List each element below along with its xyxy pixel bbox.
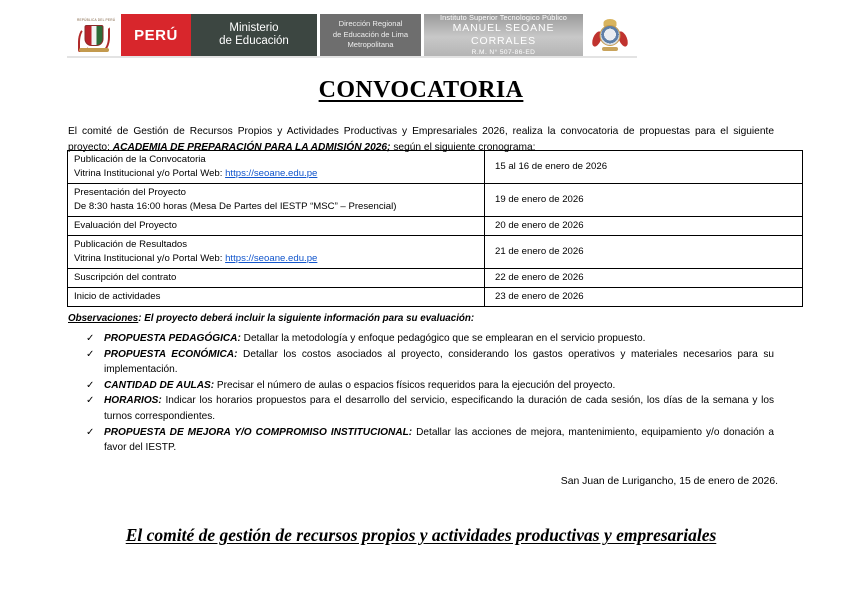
institute-line-3: R.M. N° 507-86-ED: [471, 49, 536, 56]
table-row: [68, 288, 803, 307]
observation-label: PROPUESTA DE MEJORA Y/O COMPROMISO INSTITUCIONAL:: [104, 426, 413, 438]
schedule-table-body: [68, 151, 803, 307]
page-title: CONVOCATORIA: [318, 77, 524, 103]
schedule-table: [67, 150, 803, 307]
observations-label: Observaciones: [68, 313, 139, 324]
check-icon: ✓: [86, 333, 95, 344]
list-item: [68, 347, 774, 378]
table-row: [68, 151, 803, 184]
observation-text: Indicar los horarios propuestos para el desarrollo del servicio, especificando la duración de cada sesión, los días de la semana y los turnos correspondientes.: [104, 395, 774, 422]
intro-text-part-1: El comité de Gestión de Recursos Propios y Actividades Productivas y Empresariales 2026, realiza la convocatoria de propuestas para el siguiente proyecto:: [68, 126, 774, 153]
committee-signature-line: El comité de gestión de recursos propios y actividades productivas y empresariales: [125, 525, 717, 545]
date-cell: 21 de enero de 2026: [485, 236, 803, 269]
observation-label: PROPUESTA PEDAGÓGICA:: [104, 333, 241, 344]
activity-line-2: [74, 167, 478, 181]
observation-label: PROPUESTA ECONÓMICA:: [104, 348, 238, 360]
activity-cell: [68, 217, 485, 236]
activity-line-2: [74, 252, 478, 266]
check-icon: ✓: [86, 379, 95, 391]
observations-list: [68, 331, 774, 456]
institute-emblem-container: [583, 14, 637, 56]
table-row: [68, 269, 803, 288]
date-cell: 20 de enero de 2026: [485, 217, 803, 236]
activity-line-2-prefix: Vitrina Institucional y/o Portal Web:: [74, 253, 226, 264]
list-item: [68, 393, 774, 424]
observations-heading: [68, 313, 474, 324]
regional-education-directorate-block: [317, 14, 421, 56]
institute-name-block: [421, 14, 583, 56]
check-icon: ✓: [86, 426, 95, 438]
intro-project-name: ACADEMIA DE PREPARACIÓN PARA LA ADMISIÓN 2026;: [112, 141, 391, 153]
activity-cell: [68, 236, 485, 269]
table-row: [68, 217, 803, 236]
check-icon: ✓: [86, 348, 95, 360]
activity-cell: [68, 184, 485, 217]
institute-line-2: MANUEL SEOANE CORRALES: [452, 22, 555, 47]
observations-heading-rest: : El proyecto deberá incluir la siguiente información para su evaluación:: [138, 313, 475, 324]
activity-cell: Suscripción del contrato: [68, 269, 485, 288]
ministry-of-education-block: [191, 14, 317, 56]
activity-line-1: Publicación de la Convocatoria: [74, 154, 206, 165]
date-cell: 22 de enero de 2026: [485, 269, 803, 288]
portal-web-link[interactable]: https://seoane.edu.pe: [225, 253, 318, 264]
list-item: [68, 425, 774, 456]
observation-text: Detallar los costos asociados al proyecto, considerando los gastos operativos y materiales necesarios para su implementación.: [104, 348, 774, 376]
peru-brand-label: PERÚ: [121, 14, 191, 56]
activity-cell: [68, 151, 485, 184]
activity-line-1: Presentación del Proyecto: [74, 187, 186, 198]
activity-line-2-prefix: Vitrina Institucional y/o Portal Web:: [74, 168, 226, 179]
dre-line-2: de Educación de Lima: [332, 29, 409, 39]
dre-line-1: Dirección Regional: [338, 19, 403, 29]
ministry-line-1: Ministerio: [229, 21, 279, 34]
emblem-base: [602, 47, 618, 51]
portal-web-link[interactable]: https://seoane.edu.pe: [225, 168, 318, 179]
intro-text-part-2: según el siguiente cronograma:: [390, 141, 536, 153]
peru-coat-of-arms-icon: [77, 18, 116, 52]
table-row: [68, 184, 803, 217]
observation-label: HORARIOS:: [104, 395, 162, 407]
dre-line-3: Metropolitana: [347, 40, 394, 50]
check-icon: ✓: [86, 395, 95, 407]
institute-line-1: Instituto Superior Tecnologico Público: [440, 13, 567, 22]
observation-text: Detallar las acciones de mejora, mantenimiento, equipamiento y/o donación a favor del IESTP.: [104, 426, 774, 454]
ministry-line-2: de Educación: [219, 35, 289, 47]
date-cell: 15 al 16 de enero de 2026: [485, 151, 803, 184]
activity-line-2: De 8:30 hasta 16:00 horas (Mesa De Partes del IESTP “MSC” – Presencial): [74, 201, 397, 212]
coat-of-arms-banner: [79, 48, 109, 52]
peru-coat-of-arms-container: [67, 14, 121, 56]
activity-line-1: Publicación de Resultados: [74, 239, 188, 250]
date-cell: 23 de enero de 2026: [485, 288, 803, 307]
activity-line-1: Evaluación del Proyecto: [74, 220, 177, 231]
coat-of-arms-shield: [85, 25, 104, 46]
list-item: [68, 331, 774, 347]
institute-emblem-icon: [594, 18, 626, 52]
observation-text: Detallar la metodología y enfoque pedagógico que se emplearan en el servicio propuesto.: [240, 333, 646, 344]
institutional-header-bar: [67, 14, 637, 58]
date-cell: 19 de enero de 2026: [485, 184, 803, 217]
activity-cell: Inicio de actividades: [68, 288, 485, 307]
list-item: [68, 378, 774, 394]
observation-text: Precisar el número de aulas o espacios físicos requeridos para la ejecución del proyecto.: [214, 379, 616, 391]
observation-label: CANTIDAD DE AULAS:: [104, 379, 215, 391]
table-row: [68, 236, 803, 269]
coat-of-arms-motto: REPÚBLICA DEL PERÚ: [77, 18, 116, 22]
emblem-disc: [600, 25, 621, 46]
place-and-date: San Juan de Lurigancho, 15 de enero de 2026.: [560, 476, 778, 487]
